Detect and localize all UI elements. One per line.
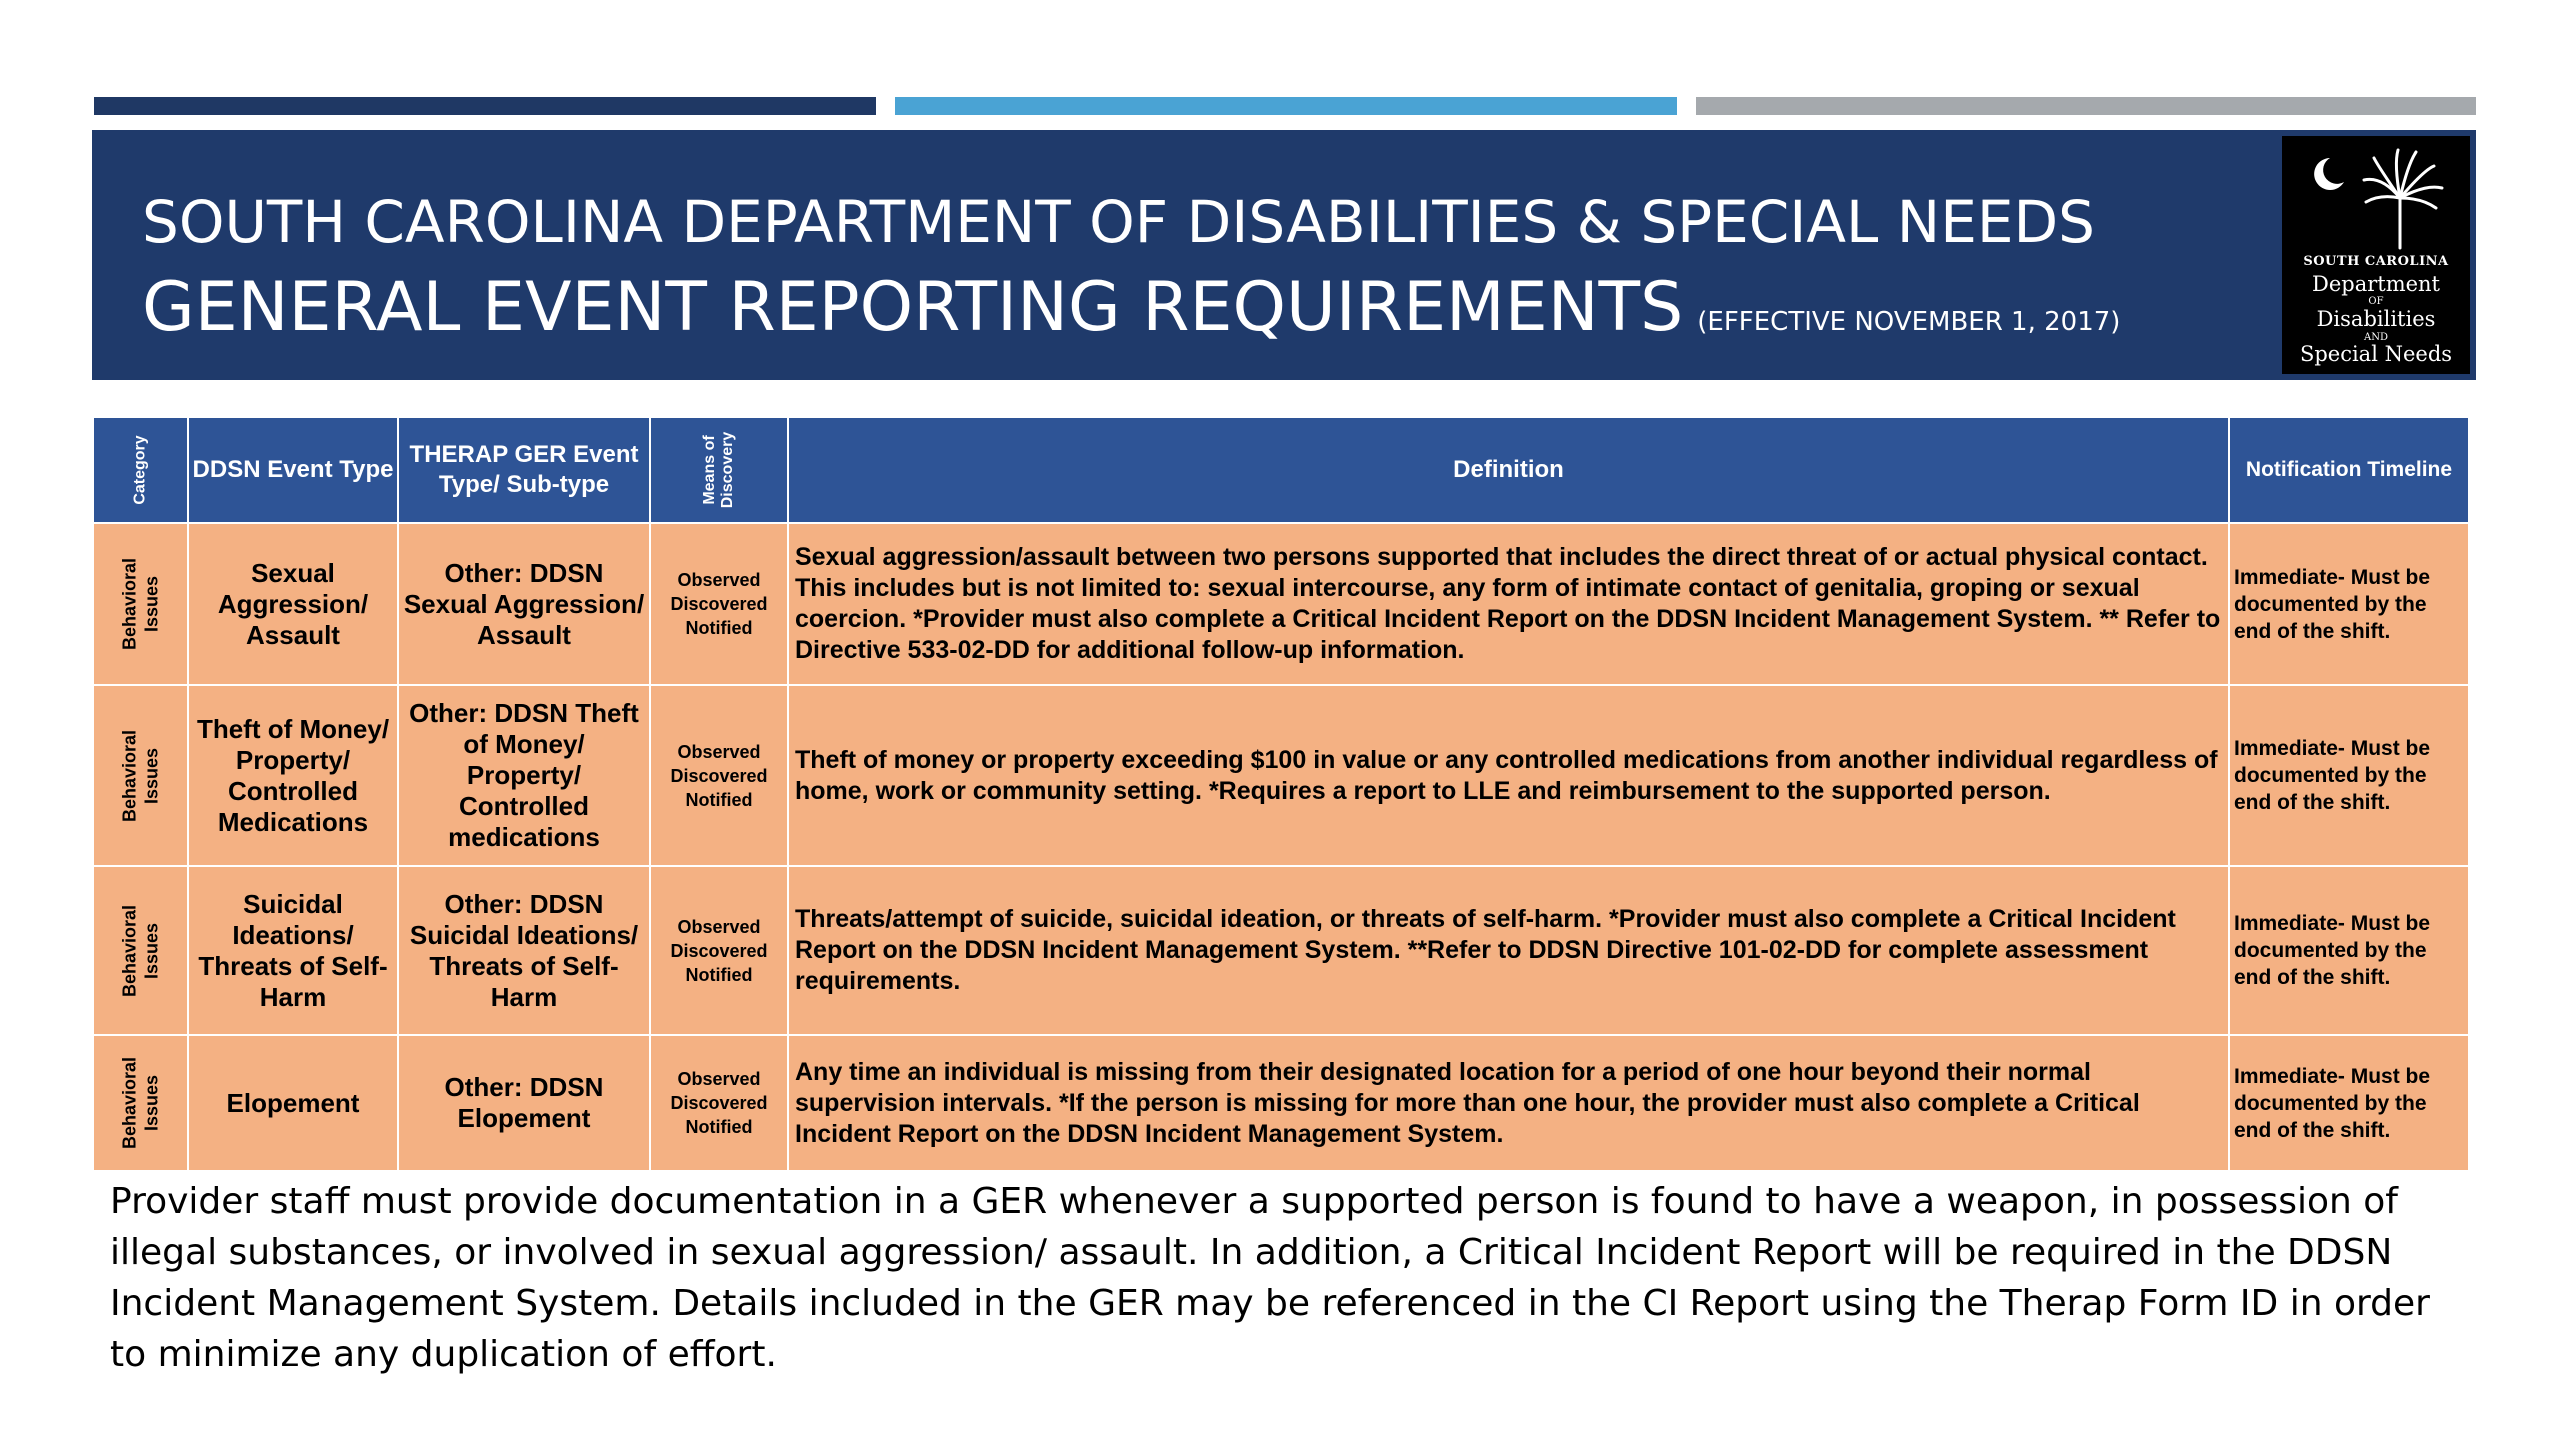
therap-cell: Other: DDSN Theft of Money/ Property/ Controlled medications — [398, 685, 650, 866]
page-title-main: GENERAL EVENT REPORTING REQUIREMENTS — [142, 268, 1684, 347]
palmetto-moon-icon — [2282, 136, 2470, 256]
table-row — [93, 1035, 2469, 1171]
notification-cell: Immediate- Must be documented by the end of the shift. — [2229, 523, 2469, 685]
logo-state: SOUTH CAROLINA — [2303, 254, 2449, 269]
category-cell: Behavioral Issues — [93, 685, 188, 866]
definition-cell: Any time an individual is missing from their designated location for a period of one hour beyond their normal supervision intervals. *If the person is missing for more than one hour, the provider must also complete a Critical Incident Report on the DDSN Incident Management System. — [788, 1035, 2229, 1171]
definition-cell: Theft of money or property exceeding $100 in value or any controlled medications from another individual regardless of home, work or community setting. *Requires a report to LLE and reimbursement to the supported person. — [788, 685, 2229, 866]
table-row — [93, 523, 2469, 685]
means-cell: Observed Discovered Notified — [650, 685, 788, 866]
therap-cell: Other: DDSN Sexual Aggression/ Assault — [398, 523, 650, 685]
logo-special-needs: Special Needs — [2299, 342, 2453, 366]
accent-bar-blue — [895, 97, 1677, 115]
means-cell: Observed Discovered Notified — [650, 523, 788, 685]
notification-cell: Immediate- Must be documented by the end of the shift. — [2229, 1035, 2469, 1171]
table-row — [93, 866, 2469, 1035]
accent-bar-gray — [1696, 97, 2476, 115]
page-title-line2 — [142, 268, 2120, 347]
header-means: Means of Discovery — [650, 417, 788, 523]
definition-cell: Sexual aggression/assault between two persons supported that includes the direct threat of or actual physical contact. This includes but is not limited to: sexual intercourse, any form of intimate contact of genitalia, groping or sexual coercion. *Provider must also complete a Critical Incident Report on the DDSN Incident Management System. ** Refer to Directive 533-02-DD for additional follow-up information. — [788, 523, 2229, 685]
logo-disabilities: Disabilities — [2316, 307, 2436, 331]
means-cell: Observed Discovered Notified — [650, 866, 788, 1035]
category-cell: Behavioral Issues — [93, 1035, 188, 1171]
header-definition: Definition — [788, 417, 2229, 523]
category-cell: Behavioral Issues — [93, 866, 188, 1035]
effective-date: (EFFECTIVE NOVEMBER 1, 2017) — [1697, 307, 2121, 337]
ddsn-logo — [2282, 136, 2470, 374]
logo-of: OF — [2368, 296, 2384, 307]
header-event-type: DDSN Event Type — [188, 417, 398, 523]
notification-cell: Immediate- Must be documented by the end of the shift. — [2229, 866, 2469, 1035]
header-notification: Notification Timeline — [2229, 417, 2469, 523]
event-type-cell: Suicidal Ideations/ Threats of Self-Harm — [188, 866, 398, 1035]
event-type-cell: Theft of Money/ Property/ Controlled Medications — [188, 685, 398, 866]
accent-bar-navy — [94, 97, 876, 115]
notification-cell: Immediate- Must be documented by the end of the shift. — [2229, 685, 2469, 866]
header-therap: THERAP GER Event Type/ Sub-type — [398, 417, 650, 523]
header-category: Category — [93, 417, 188, 523]
means-cell: Observed Discovered Notified — [650, 1035, 788, 1171]
therap-cell: Other: DDSN Elopement — [398, 1035, 650, 1171]
table-header-row — [93, 417, 2469, 523]
page-title-line1: SOUTH CAROLINA DEPARTMENT OF DISABILITIES & SPECIAL NEEDS — [142, 188, 2095, 256]
event-type-cell: Elopement — [188, 1035, 398, 1171]
logo-department: Department — [2311, 272, 2440, 296]
event-type-cell: Sexual Aggression/ Assault — [188, 523, 398, 685]
definition-cell: Threats/attempt of suicide, suicidal ideation, or threats of self-harm. *Provider must also complete a Critical Incident Report on the DDSN Incident Management System. **Refer to DDSN Directive 101-02-DD for complete assessment requirements. — [788, 866, 2229, 1035]
table-row — [93, 685, 2469, 866]
footer-note: Provider staff must provide documentation in a GER whenever a supported person is found to have a weapon, in possession of illegal substances, or involved in sexual aggression/ assault. In addition, a Critical Incident Report will be required in the DDSN Incident Management System. Details included in the GER may be referenced in the CI Report using the Therap Form ID in order to minimize any duplication of effort. — [110, 1181, 2430, 1375]
category-cell: Behavioral Issues — [93, 523, 188, 685]
title-banner — [92, 130, 2476, 380]
ger-table — [92, 416, 2470, 1172]
logo-and: AND — [2364, 332, 2388, 343]
therap-cell: Other: DDSN Suicidal Ideations/ Threats of Self-Harm — [398, 866, 650, 1035]
